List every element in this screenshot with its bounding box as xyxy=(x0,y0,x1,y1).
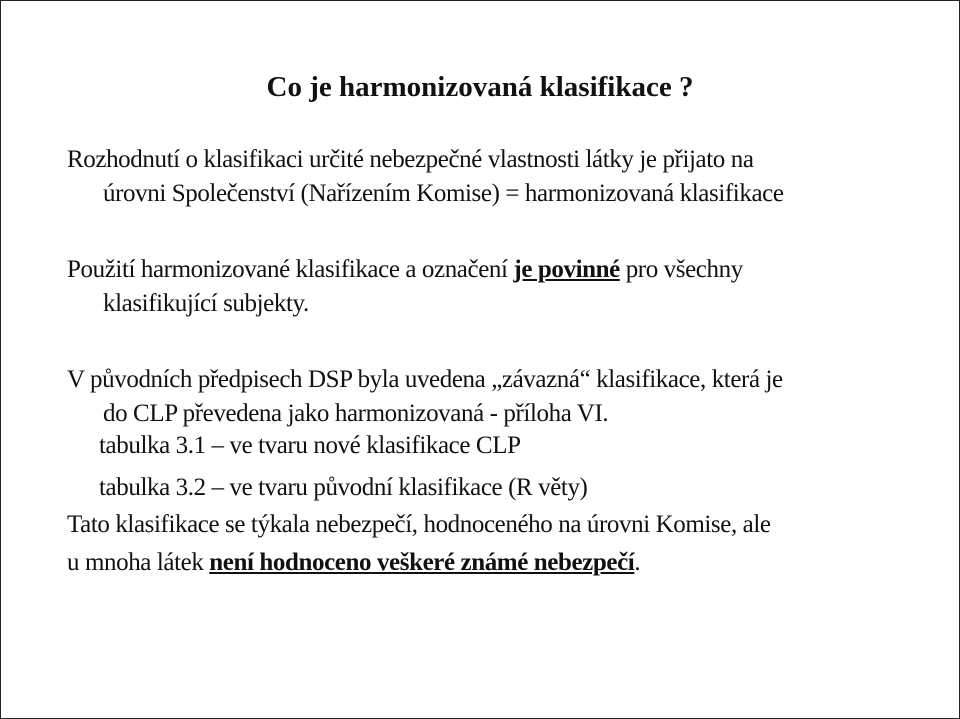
paragraph-line: úrovni Společenství (Nařízením Komise) = harmonizovaná klasifikace xyxy=(103,180,784,207)
paragraph-line: V původních předpisech DSP byla uvedena „závazná“ klasifikace, která je xyxy=(67,366,783,393)
slide-title: Co je harmonizovaná klasifikace ? xyxy=(266,71,694,103)
emphasis-not-assessed: není hodnoceno veškeré známé nebezpečí xyxy=(209,549,635,576)
paragraph-commission-assessment: Tato klasifikace se týkala nebezpečí, hodnoceného na úrovni Komise, ale xyxy=(67,511,771,538)
table-reference-3-2: tabulka 3.2 – ve tvaru původní klasifikace (R věty) xyxy=(99,474,588,501)
paragraph-not-all-hazards xyxy=(67,549,640,577)
paragraph-text: Použití harmonizované klasifikace a označení xyxy=(67,256,514,283)
emphasis-mandatory: je povinné xyxy=(513,256,620,283)
paragraph-line: Rozhodnutí o klasifikaci určité nebezpečné vlastnosti látky je přijato na xyxy=(67,146,754,173)
paragraph-mandatory-use xyxy=(67,253,743,321)
paragraph-dsp-transfer xyxy=(67,363,783,431)
paragraph-text: u mnoha látek xyxy=(67,549,210,576)
table-reference-3-1: tabulka 3.1 – ve tvaru nové klasifikace CLP xyxy=(99,432,521,459)
paragraph-text: pro všechny xyxy=(619,256,743,283)
paragraph-harmonized-decision xyxy=(67,143,784,211)
paragraph-line: do CLP převedena jako harmonizovaná - příloha VI. xyxy=(103,400,609,427)
paragraph-line: klasifikující subjekty. xyxy=(103,290,309,317)
paragraph-text: . xyxy=(634,549,641,576)
